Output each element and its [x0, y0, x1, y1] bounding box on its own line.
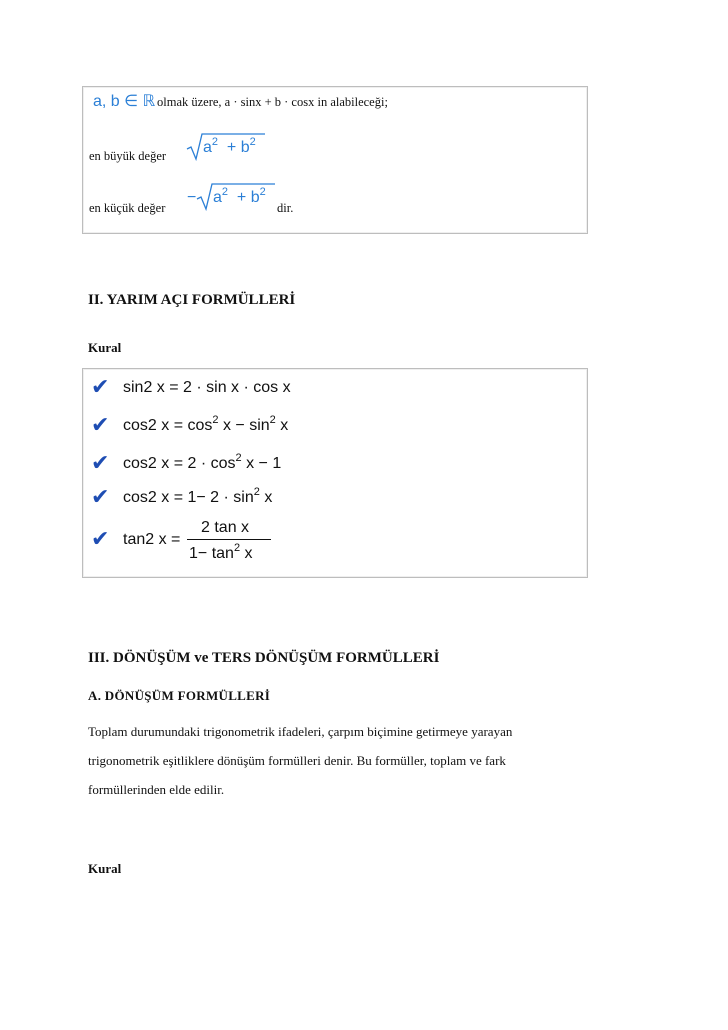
min-expression: [213, 186, 266, 207]
f2-part-a: cos2 x = cos: [123, 417, 213, 434]
f4-part-a: cos2 x = 1− 2 · sin: [123, 489, 254, 506]
formula-cos2x-2: [123, 452, 282, 473]
checkmark-icon: ✔: [91, 375, 110, 400]
f3-part-b: x − 1: [246, 455, 282, 472]
fraction-bar: [187, 539, 271, 540]
f5-exp: 2: [233, 542, 241, 554]
f2-exp-2: 2: [269, 414, 276, 426]
section-title: III. DÖNÜŞÜM ve TERS DÖNÜŞÜM FORMÜLLERİ: [88, 650, 440, 666]
max-b-exp: 2: [249, 136, 256, 148]
f5-den-b: x: [244, 545, 253, 562]
f5-den-a: 1− tan: [189, 545, 234, 562]
min-a: a: [213, 189, 222, 206]
min-b-exp: 2: [259, 186, 266, 198]
kural-label: Kural: [88, 340, 122, 355]
formula-tan2x-lhs: tan2 x =: [123, 531, 181, 548]
formula-box: [82, 368, 588, 578]
max-label: en büyük değer: [89, 149, 167, 163]
min-label: en küçük değer: [89, 201, 166, 215]
min-sign: −: [187, 189, 197, 206]
paragraph-line: trigonometrik eşitliklere dönüşüm formülleri denir. Bu formüller, toplam ve fark: [88, 753, 506, 768]
min-a-exp: 2: [221, 186, 229, 198]
condition-text: olmak üzere, a · sinx + b · cosx in alabileceği;: [157, 95, 388, 109]
max-expression: [203, 136, 256, 157]
kural-label: Kural: [88, 861, 122, 876]
checkmark-icon: ✔: [91, 413, 110, 438]
f2-part-c: x: [280, 417, 289, 434]
min-suffix: dir.: [277, 201, 294, 215]
formula-tan2x-numerator: 2 tan x: [201, 519, 250, 536]
checkmark-icon: ✔: [91, 485, 110, 510]
formula-tan2x-denominator: [189, 542, 253, 563]
max-b: + b: [226, 139, 250, 156]
section-title: II. YARIM AÇI FORMÜLLERİ: [88, 292, 296, 308]
formula-cos2x-1: [123, 414, 289, 435]
condition-math: a, b ∈ ℝ: [93, 93, 156, 110]
max-a-exp: 2: [211, 136, 219, 148]
max-a: a: [203, 139, 212, 156]
min-b: + b: [236, 189, 260, 206]
f2-exp-1: 2: [212, 414, 219, 426]
f4-exp: 2: [253, 486, 260, 498]
formula-cos2x-3: [123, 486, 273, 507]
f3-part-a: cos2 x = 2 · cos: [123, 455, 236, 472]
paragraph-line: Toplam durumundaki trigonometrik ifadeleri, çarpım biçimine getirmeye yarayan: [88, 724, 513, 739]
paragraph-line: formüllerinden elde edilir.: [88, 782, 225, 797]
subsection-title: A. DÖNÜŞÜM FORMÜLLERİ: [88, 688, 271, 703]
checkmark-icon: ✔: [91, 451, 110, 476]
f3-exp: 2: [235, 452, 242, 464]
max-min-box: [82, 86, 588, 234]
formula-sin2x: sin2 x = 2 · sin x · cos x: [123, 379, 291, 396]
f2-part-b: x − sin: [222, 417, 270, 434]
checkmark-icon: ✔: [91, 527, 110, 552]
f4-part-b: x: [264, 489, 273, 506]
